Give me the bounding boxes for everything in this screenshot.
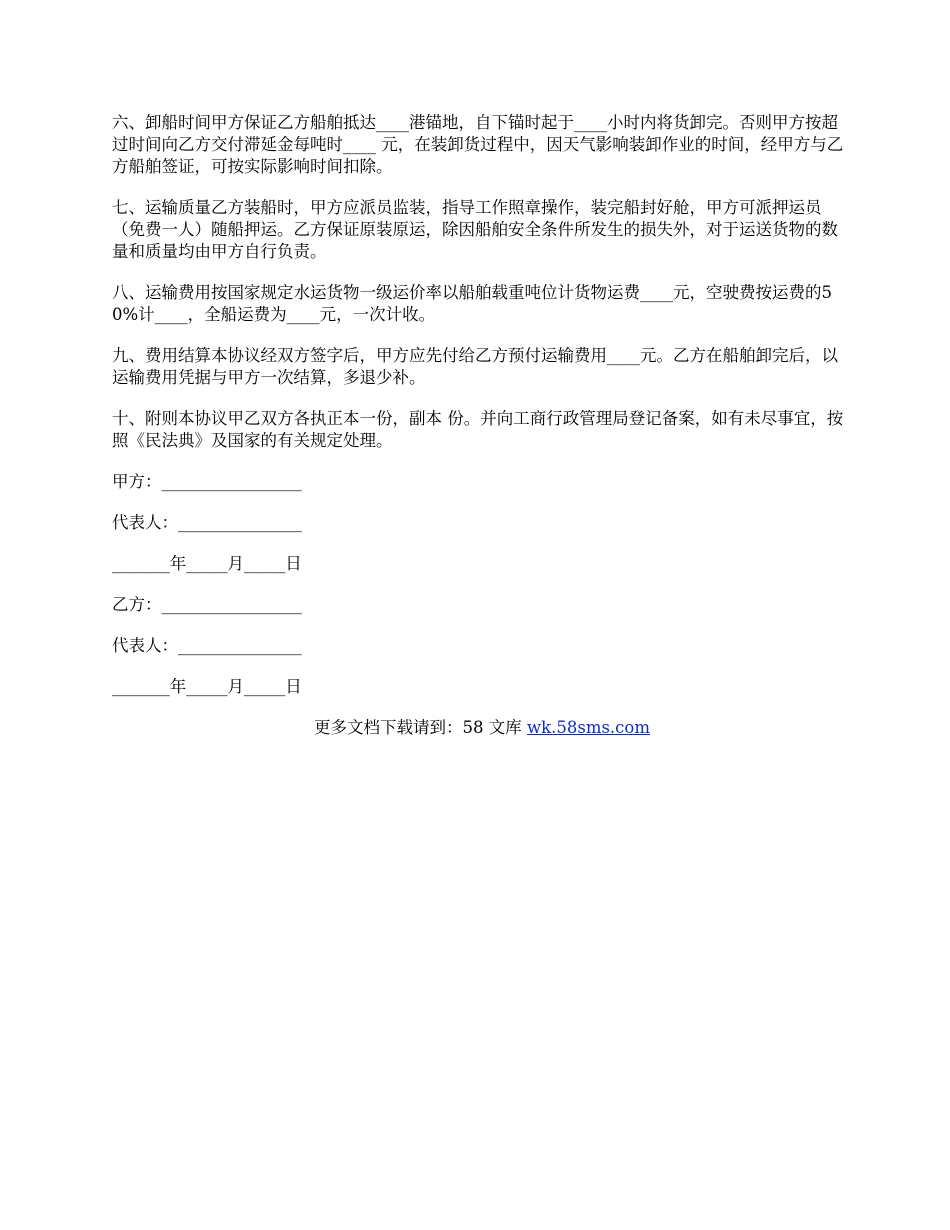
clause-six: 六、卸船时间甲方保证乙方船舶抵达____港锚地，自下锚时起于____小时内将货卸完。否则甲方按超过时间向乙方交付滞延金每吨时____ 元，在装卸货过程中，因天气影响装卸作业的时间，经甲方与乙方船舶签证，可按实际影响时间扣除。 xyxy=(112,113,844,176)
clause-seven: 七、运输质量乙方装船时，甲方应派员监装，指导工作照章操作，装完船封好舱，甲方可派押运员（免费一人）随船押运。乙方保证原装原运，除因船舶安全条件所发生的损失外，对于运送货物的数量和质量均由甲方自行负责。 xyxy=(112,198,838,261)
party-a-line: 甲方：_________________ xyxy=(112,472,302,491)
clause-nine: 九、费用结算本协议经双方签字后，甲方应先付给乙方预付运输费用____元。乙方在船舶卸完后，以运输费用凭据与甲方一次结算，多退少补。 xyxy=(112,346,838,387)
document-page xyxy=(112,112,852,739)
footer-text: 更多文档下载请到：58 文库 xyxy=(313,718,527,737)
party-b-date-line: _______年_____月_____日 xyxy=(112,677,302,696)
party-a-date-line: _______年_____月_____日 xyxy=(112,554,302,573)
clause-eight: 八、运输费用按国家规定水运货物一级运价率以船舶载重吨位计货物运费____元，空驶费按运费的50%计____，全船运费为____元，一次计收。 xyxy=(112,283,832,324)
party-b-line: 乙方：_________________ xyxy=(112,595,302,614)
download-footer xyxy=(112,717,852,739)
party-b-representative-line: 代表人：_______________ xyxy=(112,636,302,655)
clause-ten: 十、附则本协议甲乙双方各执正本一份，副本 份。并向工商行政管理局登记备案，如有未尽事宜，按照《民法典》及国家的有关规定处理。 xyxy=(112,409,844,450)
party-a-representative-line: 代表人：_______________ xyxy=(112,513,302,532)
footer-link[interactable]: wk.58sms.com xyxy=(526,718,650,737)
